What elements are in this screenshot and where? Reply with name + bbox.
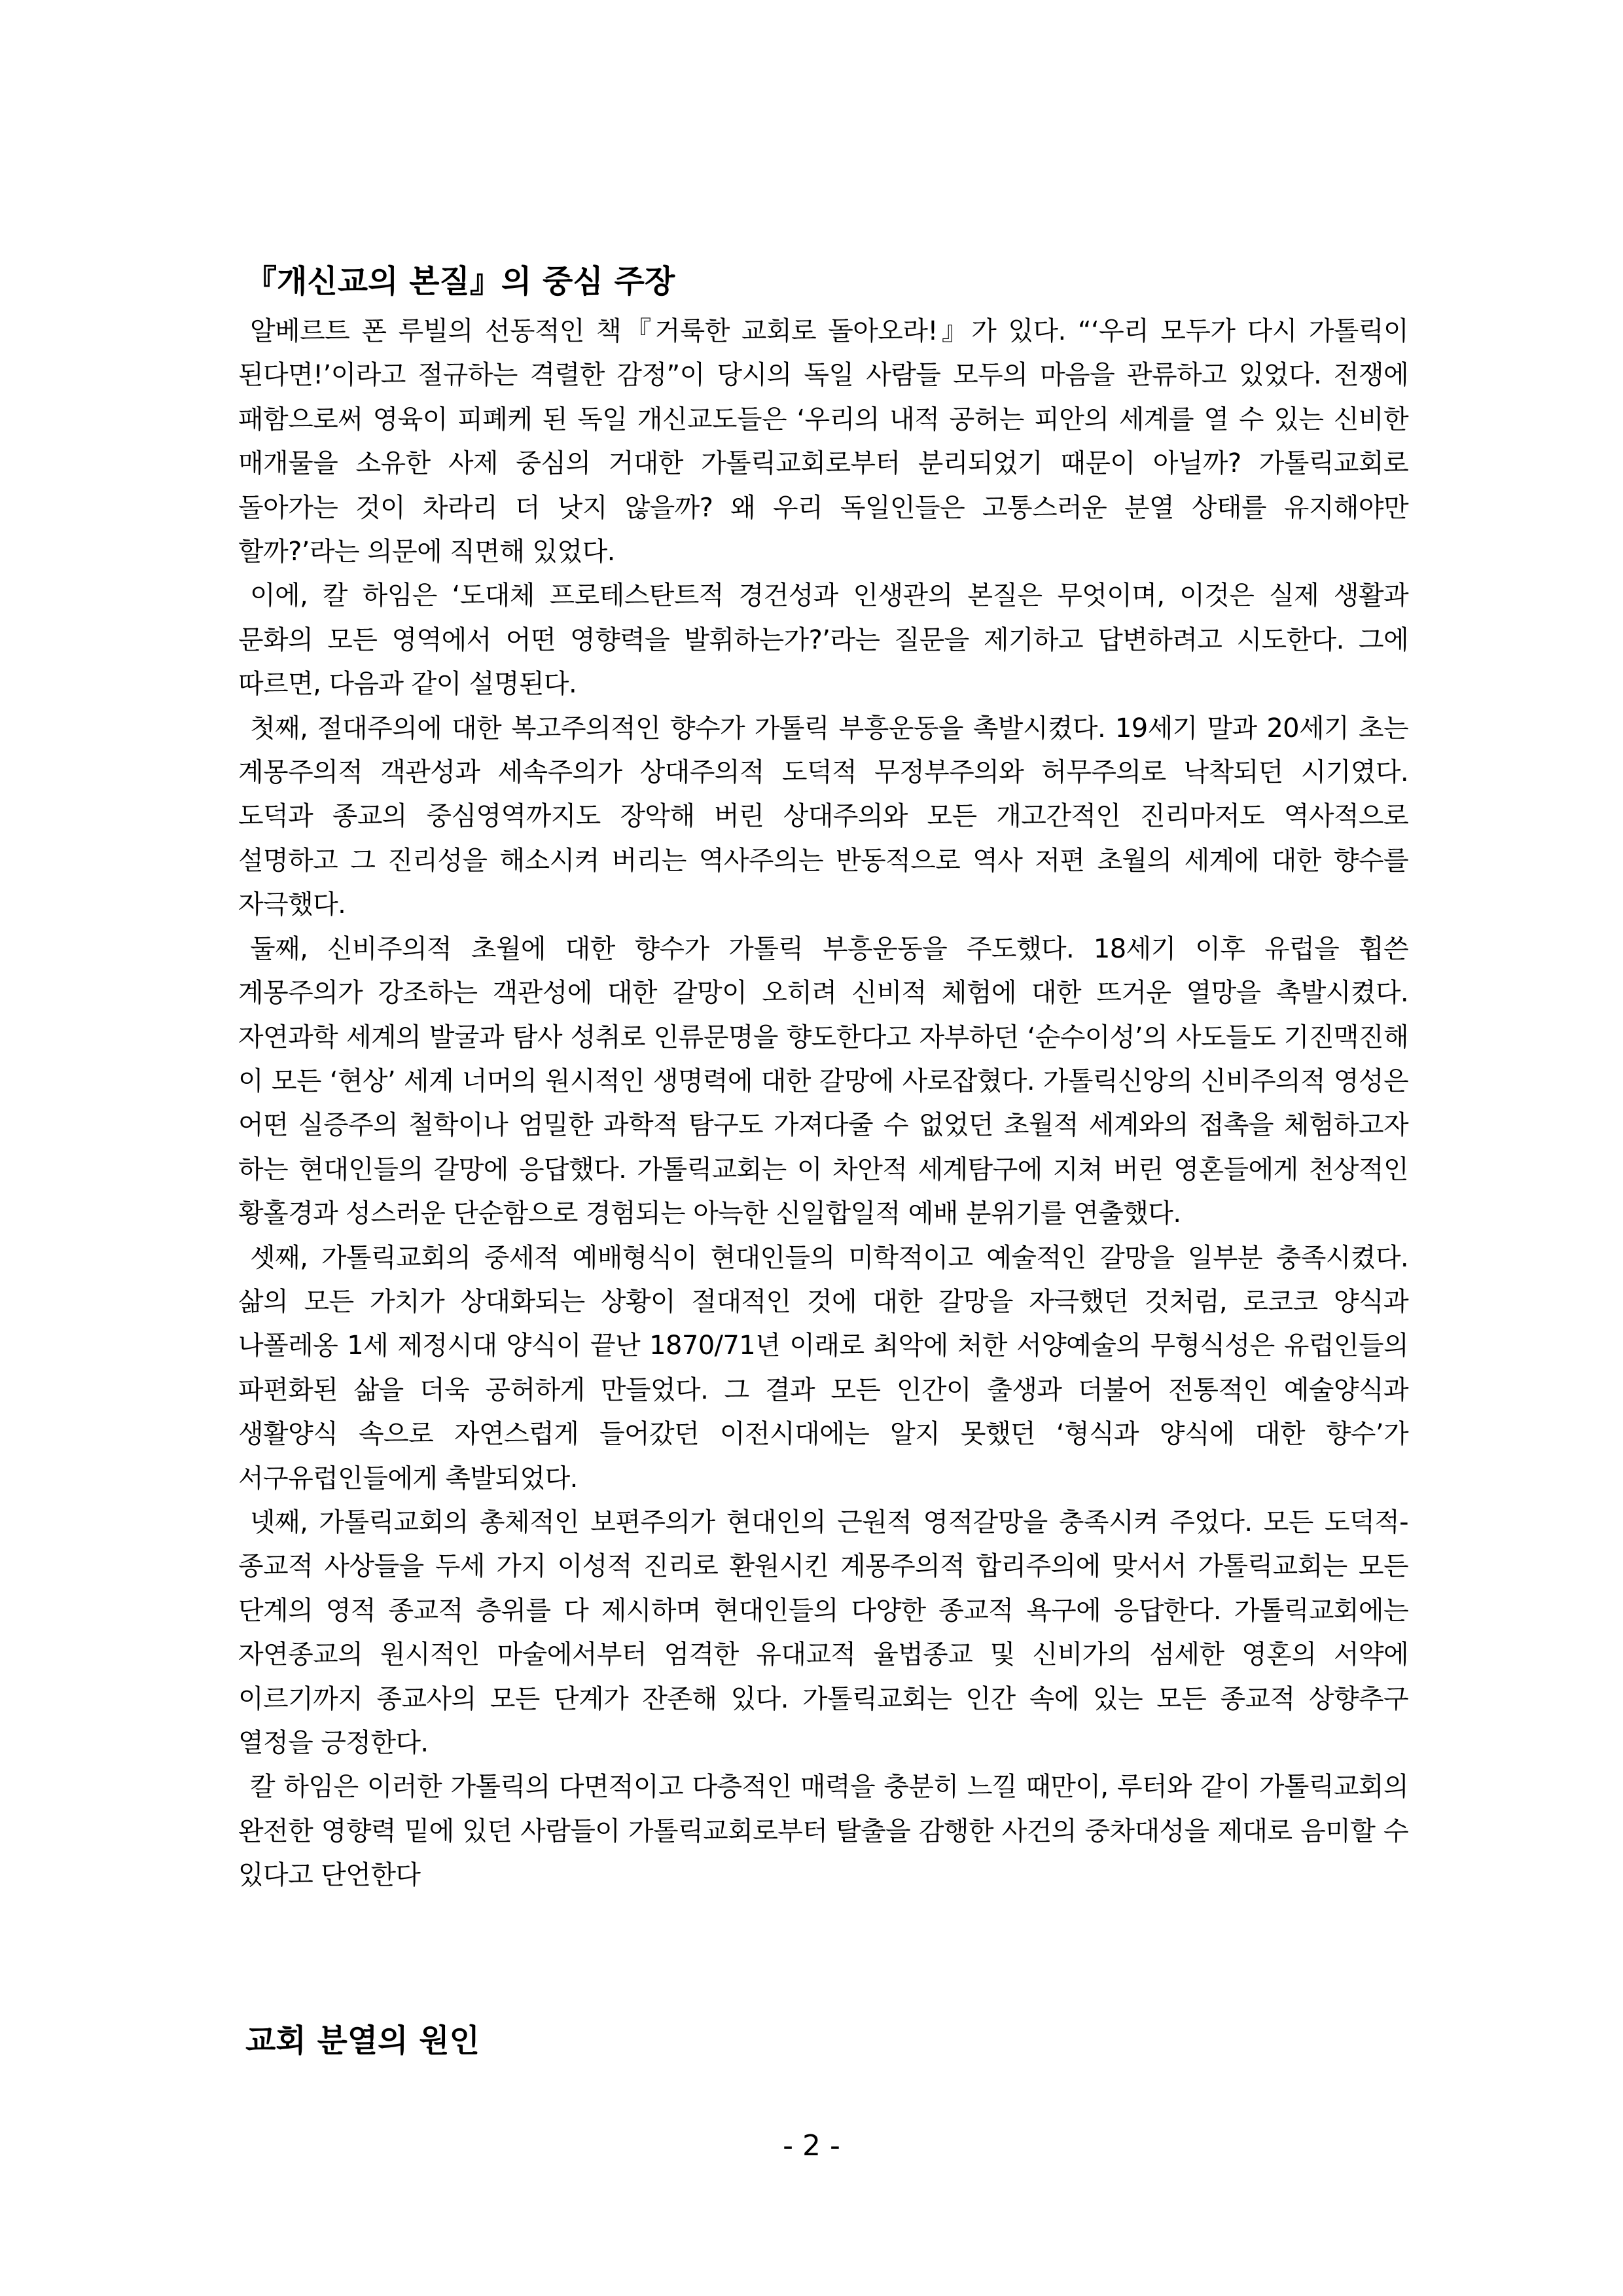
section-heading-schism-causes: 교회 분열의 원인 [245,2022,480,2059]
paragraph-1: 알베르트 폰 루빌의 선동적인 책『거룩한 교회로 돌아오라!』가 있다. “‘우리 모두가 다시 가톨릭이 된다면!’이라고 절규하는 격렬한 감정”이 당시의 독일 사람들 모두의 마음을 관류하고 있었다. 전쟁에 패함으로써 영육이 피폐케 된 독일 개신교도들은 ‘우리의 내적 공허는 피안의 세계를 열 수 있는 신비한 매개물을 소유한 사제 중심의 거대한 가톨릭교회로부터 분리되었기 때문이 아닐까? 가톨릭교회로 돌아가는 것이 차라리 더 낫지 않을까? 왜 우리 독일인들은 고통스러운 분열 상태를 유지해야만 할까?’라는 의문에 직면해 있었다. [238,316,1408,567]
paragraph-6: 넷째, 가톨릭교회의 총체적인 보편주의가 현대인의 근원적 영적갈망을 충족시켜 주었다. 모든 도덕적-종교적 사상들을 두세 가지 이성적 진리로 환원시킨 계몽주의적 합리주의에 맞서서 가톨릭교회는 모든 단계의 영적 종교적 층위를 다 제시하며 현대인들의 다양한 종교적 욕구에 응답한다. 가톨릭교회에는 자연종교의 원시적인 마술에서부터 엄격한 유대교적 율법종교 및 신비가의 섬세한 영혼의 서약에 이르기까지 종교사의 모든 단계가 잔존해 있다. 가톨릭교회는 인간 속에 있는 모든 종교적 상향추구 열정을 긍정한다. [238,1507,1408,1758]
paragraph-2: 이에, 칼 하임은 ‘도대체 프로테스탄트적 경건성과 인생관의 본질은 무엇이며, 이것은 실제 생활과 문화의 모든 영역에서 어떤 영향력을 발휘하는가?’라는 질문을 제기하고 답변하려고 시도한다. 그에 따르면, 다음과 같이 설명된다. [238,581,1408,700]
paragraph-3: 첫째, 절대주의에 대한 복고주의적인 향수가 가톨릭 부흥운동을 촉발시켰다. 19세기 말과 20세기 초는 계몽주의적 객관성과 세속주의가 상대주의적 도덕적 무정부주의와 허무주의로 낙착되던 시기였다. 도덕과 종교의 중심영역까지도 장악해 버린 상대주의와 모든 개고간적인 진리마저도 역사적으로 설명하고 그 진리성을 해소시켜 버리는 역사주의는 반동적으로 역사 저편 초월의 세계에 대한 향수를 자극했다. [238,713,1408,920]
section-heading-core-argument: 『개신교의 본질』의 중심 주장 [245,263,675,300]
paragraph-5: 셋째, 가톨릭교회의 중세적 예배형식이 현대인들의 미학적이고 예술적인 갈망을 일부분 충족시켰다. 삶의 모든 가치가 상대화되는 상황이 절대적인 것에 대한 갈망을 자극했던 것처럼, 로코코 양식과 나폴레옹 1세 제정시대 양식이 끝난 1870/71년 이래로 최악에 처한 서양예술의 무형식성은 유럽인들의 파편화된 삶을 더욱 공허하게 만들었다. 그 결과 모든 인간이 출생과 더불어 전통적인 예술양식과 생활양식 속으로 자연스럽게 들어갔던 이전시대에는 알지 못했던 ‘형식과 양식에 대한 향수’가 서구유럽인들에게 촉발되었다. [238,1242,1408,1494]
page-number: - 2 - [783,2129,840,2162]
paragraph-7: 칼 하임은 이러한 가톨릭의 다면적이고 다층적인 매력을 충분히 느낄 때만이, 루터와 같이 가톨릭교회의 완전한 영향력 밑에 있던 사람들이 가톨릭교회로부터 탈출을 감행한 사건의 중차대성을 제대로 음미할 수 있다고 단언한다 [238,1772,1408,1891]
paragraph-4: 둘째, 신비주의적 초월에 대한 향수가 가톨릭 부흥운동을 주도했다. 18세기 이후 유럽을 휩쓴 계몽주의가 강조하는 객관성에 대한 갈망이 오히려 신비적 체험에 대한 뜨거운 열망을 촉발시켰다. 자연과학 세계의 발굴과 탐사 성취로 인류문명을 향도한다고 자부하던 ‘순수이성’의 사도들도 기진맥진해 이 모든 ‘현상’ 세계 너머의 원시적인 생명력에 대한 갈망에 사로잡혔다. 가톨릭신앙의 신비주의적 영성은 어떤 실증주의 철학이나 엄밀한 과학적 탐구도 가져다줄 수 없었던 초월적 세계와의 접촉을 체험하고자 하는 현대인들의 갈망에 응답했다. 가톨릭교회는 이 차안적 세계탐구에 지쳐 버린 영혼들에게 천상적인 황홀경과 성스러운 단순함으로 경험되는 아늑한 신일합일적 예배 분위기를 연출했다. [238,933,1408,1229]
body-text [238,310,1408,1898]
